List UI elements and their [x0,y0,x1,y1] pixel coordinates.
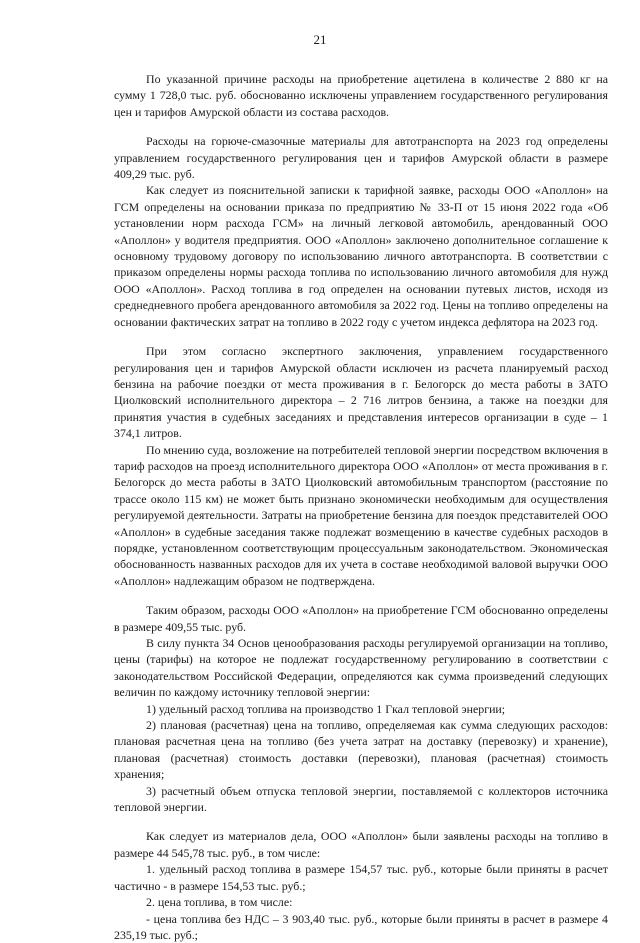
paragraph-fuel-lubricants: Расходы на горюче-смазочные материалы для автотранспорта на 2023 год определены управлением государственного регулирования цен и тарифов Амурской области в размере 409,29 тыс. руб. [114,133,608,182]
list-item-planned-price: 2) плановая (расчетная) цена на топливо, определяемая как сумма следующих расходов: плановая расчетная цена на топливо (без учета затрат на доставку (перевозку) и хранение), плановая (расчетная) стоимость доставки (перевозки), плановая (расчетная) стоимость хранения; [114,717,608,783]
page-number: 21 [0,32,640,48]
paragraph-acetylene: По указанной причине расходы на приобретение ацетилена в количестве 2 880 кг на сумму 1 728,0 тыс. руб. обоснованно исключены управлением государственного регулирования цен и тарифов Амурской области из состава расходов. [114,71,608,120]
list-item-heat-output: 3) расчетный объем отпуска тепловой энергии, поставляемой с коллекторов источника тепловой энергии. [114,783,608,816]
paragraph-court-opinion: По мнению суда, возложение на потребителей тепловой энергии посредством включения в тариф расходов на проезд исполнительного директора ООО «Аполлон» от места проживания в г. Белогорск до места работы в ЗАТО Циолковский автомобильным транспортом (расстояние по трассе около 115 км) не может быть признано экономически необходимым для осуществления регулируемой деятельности. Затраты на приобретение бензина для поездок представителей ООО «Аполлон» в судебные заседания также подлежат возмещению в качестве судебных расходов в порядке, установленном соответствующим процессуальным законодательством. Экономическая обоснованность названных расходов для их учета в составе необходимой валовой выручки ООО «Аполлон» надлежащим образом не подтверждена. [114,442,608,590]
list-item-consumption-accepted: 1. удельный расход топлива в размере 154,57 тыс. руб., которые были приняты в расчет частично - в размере 154,53 тыс. руб.; [114,861,608,894]
list-item-specific-consumption: 1) удельный расход топлива на производство 1 Гкал тепловой энергии; [114,701,608,717]
paragraph-conclusion-gsm: Таким образом, расходы ООО «Аполлон» на приобретение ГСМ обоснованно определены в размере 409,55 тыс. руб. [114,602,608,635]
paragraph-declared-expenses: Как следует из материалов дела, ООО «Аполлон» были заявлены расходы на топливо в размере 44 545,78 тыс. руб., в том числе: [114,828,608,861]
document-body [114,71,608,943]
paragraph-pricing-basics: В силу пункта 34 Основ ценообразования расходы регулируемой организации на топливо, цены (тарифы) на которое не подлежат государственному регулированию в соответствии с законодательством Российской Федерации, определяются как сумма произведений следующих величин по каждому источнику тепловой энергии: [114,635,608,701]
paragraph-explanatory-note: Как следует из пояснительной записки к тарифной заявке, расходы ООО «Аполлон» на ГСМ определены на основании приказа по предприятию № 33-П от 15 июня 2022 года «Об установлении норм расхода ГСМ» на личный легковой автомобиль, арендованный ООО «Аполлон» у водителя предприятия. ООО «Аполлон» заключено дополнительное соглашение к основному трудовому договору по использованию личного автотранспорта. В соответствии с приказом определены нормы расхода топлива по использованию личного автомобиля для нужд ООО «Аполлон». Расход топлива в год определен на основании путевых листов, исходя из среднедневного пробега арендованного автомобиля за 2022 год. Цены на топливо определены на основании фактических затрат на топливо в 2022 году с учетом индекса дефлятора на 2023 год. [114,182,608,330]
list-item-fuel-price: 2. цена топлива, в том числе: [114,894,608,910]
list-item-price-without-vat: - цена топлива без НДС – 3 903,40 тыс. руб., которые были приняты в расчет в размере 4 235,19 тыс. руб.; [114,911,608,943]
paragraph-expert-conclusion: При этом согласно экспертного заключения, управлением государственного регулирования цен и тарифов Амурской области исключен из расчета планируемый расход бензина на рабочие поездки от места проживания в г. Белогорск до места работы в ЗАТО Циолковский исполнительного директора – 2 716 литров бензина, а также на поездки для принятия участия в судебных заседаниях и представления интересов организации в суде – 1 374,1 литров. [114,343,608,441]
